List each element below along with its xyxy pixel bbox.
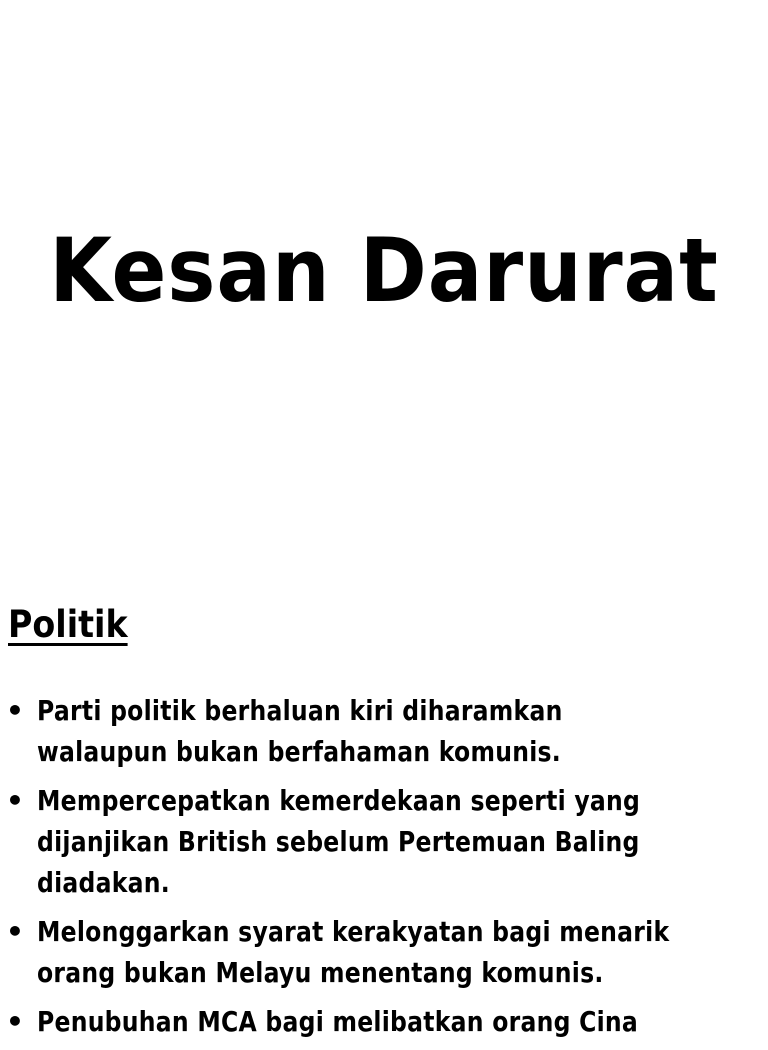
bullet-line: diadakan. xyxy=(37,866,170,899)
bullet-item xyxy=(6,1001,768,1042)
bullet-line: walaupun bukan berfahaman komunis. xyxy=(37,735,561,768)
bullet-item xyxy=(6,690,768,772)
bullet-line: Parti politik berhaluan kiri diharamkan xyxy=(37,694,563,727)
bullet-line: Mempercepatkan kemerdekaan seperti yang xyxy=(37,784,641,817)
section-heading: Politik xyxy=(8,603,128,646)
bullet-dot-icon: • xyxy=(6,1005,24,1038)
bullet-text xyxy=(37,911,759,993)
bullet-text xyxy=(37,1001,759,1042)
bullet-line: dijanjikan British sebelum Pertemuan Baling xyxy=(37,825,640,858)
bullet-line: Melonggarkan syarat kerakyatan bagi menarik xyxy=(37,915,670,948)
bullet-dot-icon: • xyxy=(6,784,24,817)
bullet-dot-icon: • xyxy=(6,694,24,727)
slide-title: Kesan Darurat xyxy=(49,219,719,322)
bullet-list xyxy=(6,690,768,1050)
bullet-text xyxy=(37,780,759,903)
bullet-line: orang bukan Melayu menentang komunis. xyxy=(37,956,604,989)
bullet-line: Penubuhan MCA bagi melibatkan orang Cina xyxy=(37,1005,639,1038)
bullet-text xyxy=(37,690,759,772)
bullet-item xyxy=(6,911,768,993)
bullet-item xyxy=(6,780,768,903)
bullet-dot-icon: • xyxy=(6,915,24,948)
